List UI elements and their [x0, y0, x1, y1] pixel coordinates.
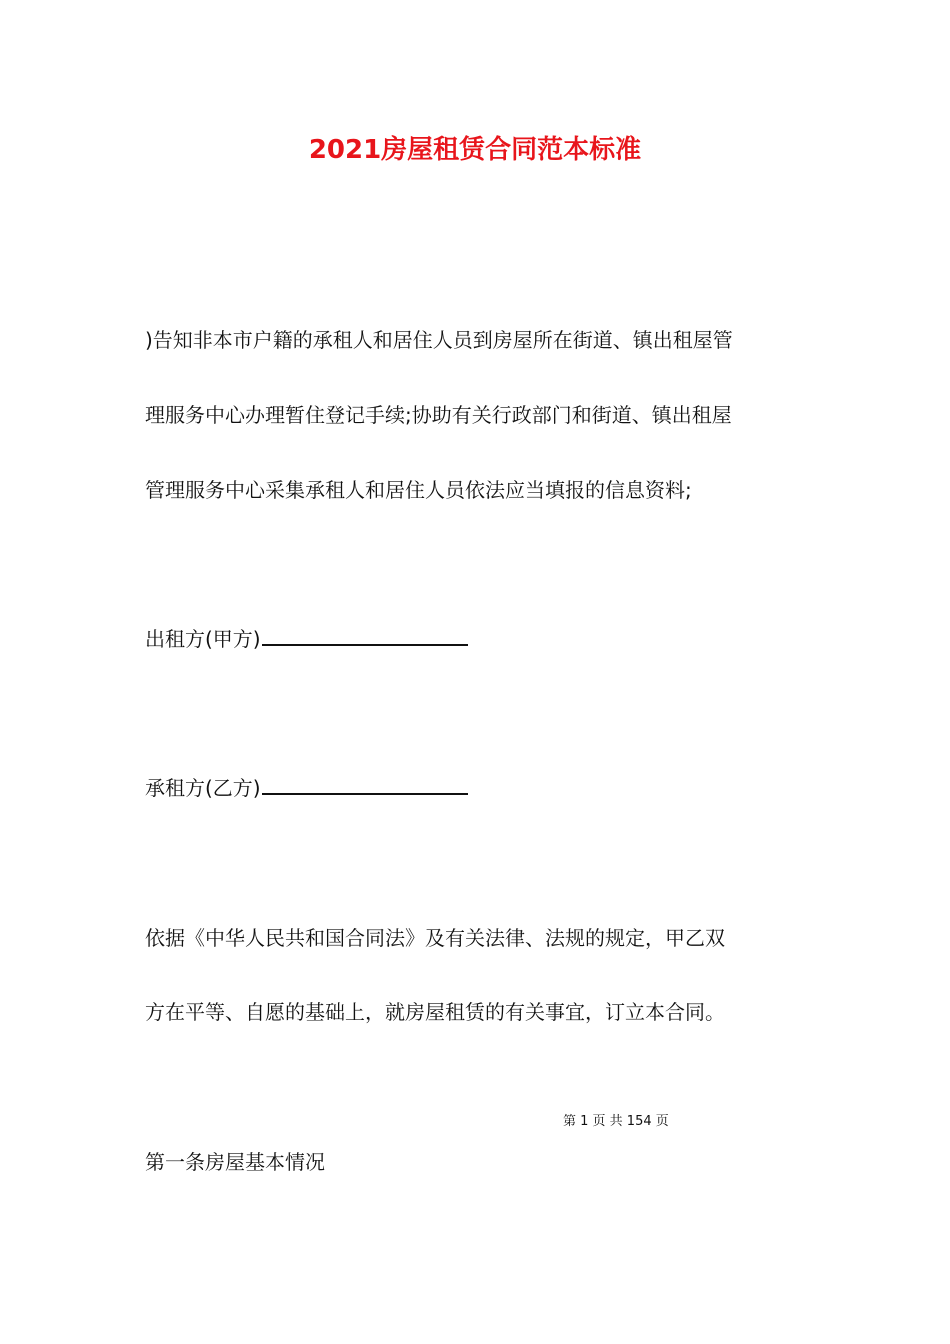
lessee-label: 承租方(乙方) — [145, 776, 261, 800]
lessor-label: 出租方(甲方) — [145, 627, 261, 651]
paragraph-line: 方在平等、自愿的基础上，就房屋租赁的有关事宜，订立本合同。 — [145, 1000, 725, 1024]
lessee-line — [145, 773, 468, 803]
page-number: 第 1 页 共 154 页 — [563, 1114, 669, 1129]
lessor-blank[interactable] — [262, 624, 468, 646]
paragraph-line: 理服务中心办理暂住登记手续;协助有关行政部门和街道、镇出租屋 — [145, 403, 732, 427]
lessor-line — [145, 624, 468, 654]
paragraph-line: 管理服务中心采集承租人和居住人员依法应当填报的信息资料; — [145, 478, 692, 502]
paragraph-line: 依据《中华人民共和国合同法》及有关法律、法规的规定，甲乙双 — [145, 926, 725, 950]
document-title: 2021房屋租赁合同范本标准 — [308, 135, 642, 165]
section-heading: 第一条房屋基本情况 — [145, 1150, 325, 1174]
lessee-blank[interactable] — [262, 773, 468, 795]
paragraph-line: )告知非本市户籍的承租人和居住人员到房屋所在街道、镇出租屋管 — [145, 328, 733, 352]
